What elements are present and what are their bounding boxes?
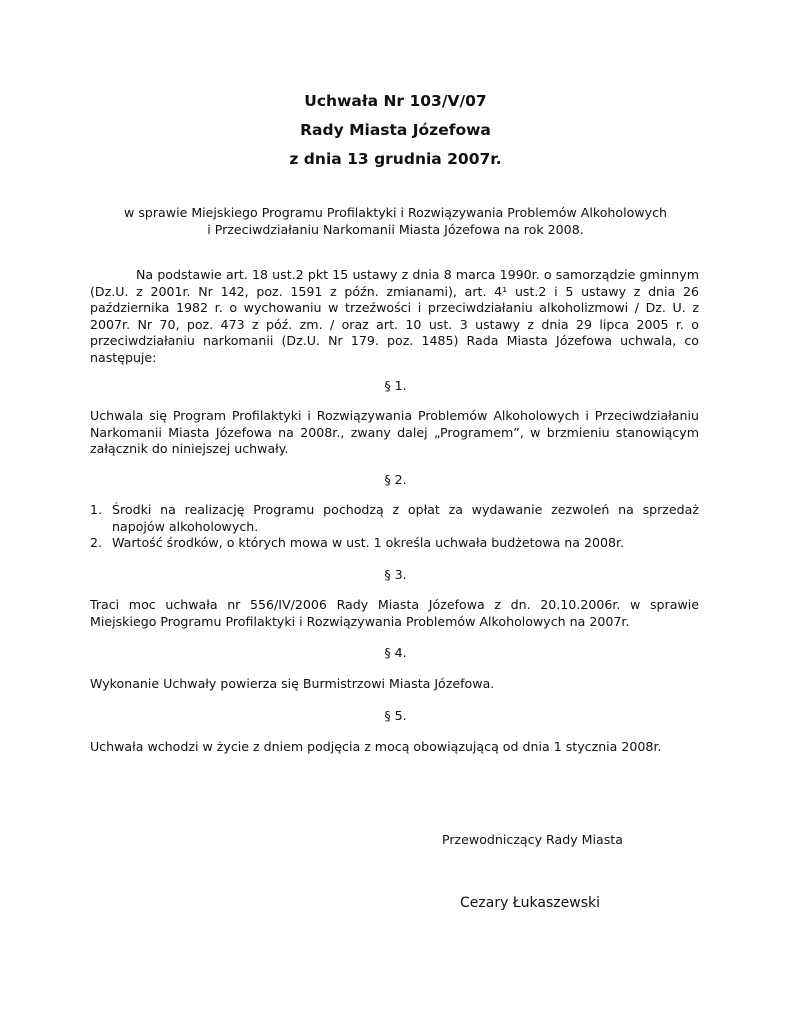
preamble-text: Na podstawie art. 18 ust.2 pkt 15 ustawy z dnia 8 marca 1990r. o samorządzie gminnym (Dz.U. z 2001r. Nr 142, poz. 1591 z późn. zmianami), art. 4¹ ust.2 i 5 ustawy z dnia 26 października 1982 r. o wychowaniu w trzeźwości i przeciwdziałaniu alkoholizmowi / Dz. U. z 2007r. Nr 70, poz. 473 z póź. zm. / oraz art. 10 ust. 3 ustawy z dnia 29 lipca 2005 r. o przeciwdziałaniu narkomanii (Dz.U. Nr 179. poz. 1485) Rada Miasta Józefowa uchwala, co następuje: <box>90 267 699 365</box>
section-5-sign: § 5. <box>384 708 407 723</box>
section-2-sign: § 2. <box>384 472 407 487</box>
signature-title: Przewodniczący Rady Miasta <box>442 832 623 847</box>
section-4-text: Wykonanie Uchwały powierza się Burmistrzowi Miasta Józefowa. <box>90 676 495 691</box>
signature-name: Cezary Łukaszewski <box>460 895 600 911</box>
list-item-number: 1. <box>90 502 103 517</box>
resolution-number: Uchwała Nr 103/V/07 <box>304 92 487 110</box>
list-item-number: 2. <box>90 535 103 550</box>
council-name: Rady Miasta Józefowa <box>300 121 491 139</box>
section-5-text: Uchwała wchodzi w życie z dniem podjęcia z mocą obowiązującą od dnia 1 stycznia 2008r. <box>90 739 662 754</box>
subject <box>80 204 711 238</box>
section-2-list <box>90 502 699 552</box>
preamble <box>90 267 699 366</box>
section-1-text: Uchwala się Program Profilaktyki i Rozwiązywania Problemów Alkoholowych i Przeciwdziałaniu Narkomanii Miasta Józefowa na 2008r., zwany dalej „Programem”, w brzmieniu stanowiącym załącznik do niniejszej uchwały. <box>90 408 699 456</box>
section-3-text: Traci moc uchwała nr 556/IV/2006 Rady Miasta Józefowa z dn. 20.10.2006r. w sprawie Miejskiego Programu Profilaktyki i Rozwiązywania Problemów Alkoholowych na 2007r. <box>90 597 699 629</box>
list-item <box>90 502 699 535</box>
section-4-sign: § 4. <box>384 645 407 660</box>
list-item-text: Wartość środków, o których mowa w ust. 1 określa uchwała budżetowa na 2008r. <box>112 535 625 550</box>
list-item <box>90 535 699 552</box>
section-1-sign: § 1. <box>384 378 407 393</box>
subject-line-1: w sprawie Miejskiego Programu Profilaktyki i Rozwiązywania Problemów Alkoholowych <box>124 205 667 220</box>
resolution-date: z dnia 13 grudnia 2007r. <box>289 150 502 168</box>
subject-line-2: i Przeciwdziałaniu Narkomanii Miasta Józefowa na rok 2008. <box>207 222 584 237</box>
section-3-sign: § 3. <box>384 567 407 582</box>
list-item-text: Środki na realizację Programu pochodzą z opłat za wydawanie zezwoleń na sprzedaż napojów alkoholowych. <box>112 502 699 534</box>
